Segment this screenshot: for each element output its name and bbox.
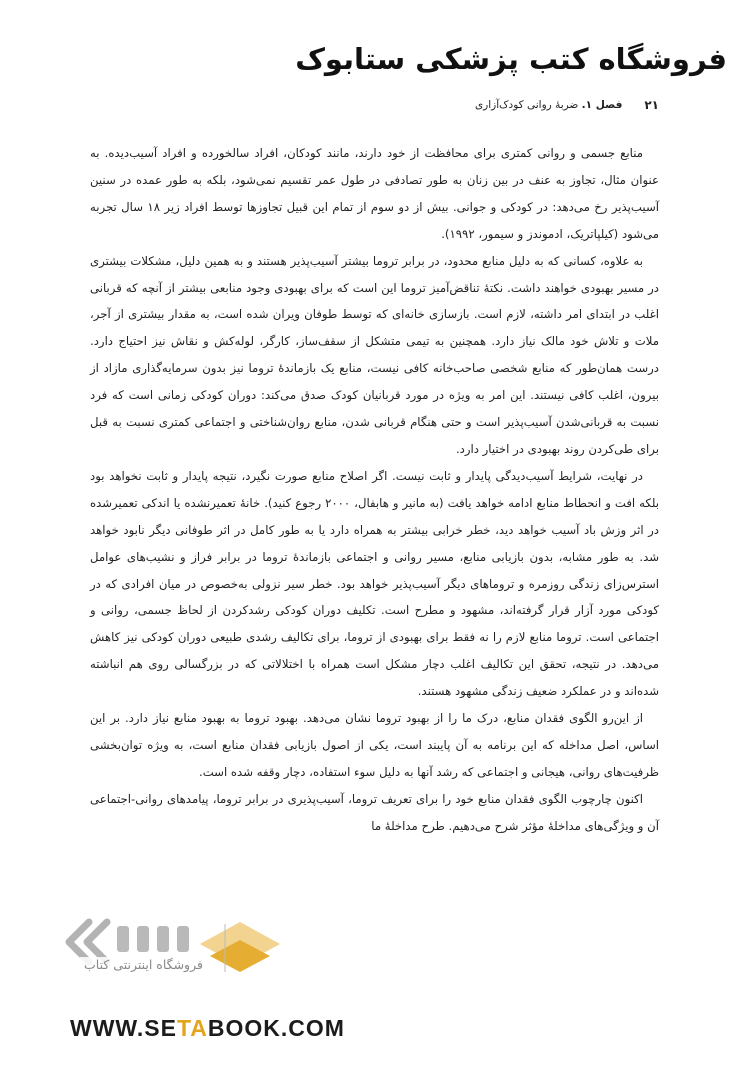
chapter-heading — [475, 99, 622, 111]
chapter-label: فصل ۱. — [581, 99, 623, 111]
url-prefix: WWW.SE — [70, 1015, 177, 1041]
url-suffix: BOOK.COM — [207, 1015, 345, 1041]
url-highlight: TA — [176, 1015, 208, 1041]
watermark-url — [70, 1015, 345, 1042]
brand-title: فروشگاه کتب پزشکی ستابوک — [295, 42, 727, 76]
paragraph: از این‌رو الگوی فقدان منابع، درک ما را از بهبود تروما نشان می‌دهد. بهبود تروما به بهبود منابع نیاز دارد. بر این اساس، اصل مداخله که این برنامه به آن پایبند است، یکی از اصول بازیابی فقدان منابع است، به ویژه توان‌بخشی ظرفیت‌های روانی، هیجانی و اجتماعی که رشد آنها به دلیل سوء استفاده، دچار وقفه شده است. — [90, 711, 659, 779]
paragraph: به علاوه، کسانی که به دلیل منابع محدود، در برابر تروما بیشتر آسیب‌پذیر هستند و به همین دلیل، مشکلات بیشتری در مسیر بهبودی خواهند داشت. نکتهٔ تناقض‌آمیز تروما این است که برای بهبودی وجود منابعی بیشتر از آنچه که قربانی اغلب در ابتدای امر داشته، لازم است. بازسازی خانه‌ای که توسط طوفان ویران شده است، به مقدار بیشتری از آجر، ملات و تلاش خود مالک نیاز دارد. همچنین به تیمی متشکل از سقف‌ساز، کارگر، لوله‌کش و نقاش نیز احتیاج دارد. درست همان‌طور که منابع شخصی صاحب‌خانه کافی نیست، منابع یک بازماندهٔ تروما نیز بدون سرمایه‌گذاری مازاد از بیرون، اغلب کافی نیستند. این امر به ویژه در مورد قربانیان کودک صدق می‌کند: دوران کودکی زمانی است که فرد نسبت به قربانی‌شدن آسیب‌پذیر است و حتی هنگام قربانی شدن، منابع روان‌شناختی و اجتماعی کمتری نسبت به قبل برای طی‌کردن روند بهبودی در اختیار دارد. — [90, 253, 659, 456]
chapter-title: ضربهٔ روانی کودک‌آزاری — [474, 99, 579, 111]
paragraph: در نهایت، شرایط آسیب‌دیدگی پایدار و ثابت نیست. اگر اصلاح منابع صورت نگیرد، نتیجه پایدار و ثابت نخواهد بود بلکه افت و انحطاط منابع ادامه خواهد یافت (به مانیر و هابفال، ۲۰۰۰ رجوع کنید). خانهٔ تعمیرنشده یا اندکی تعمیرشده در اثر وزش باد آسیب خواهد دید، خطر خرابی بیشتر به همراه دارد یا به طور کامل در اثر طوفانی دیگر نابود خواهد شد. به طور مشابه، بدون بازیابی منابع، مسیر روانی و اجتماعی بازماندهٔ تروما در برابر فراز و نشیب‌های عوامل استرس‌زای زندگی روزمره و تروماهای دیگر آسیب‌پذیر خواهد بود. خطر سیر نزولی به‌خصوص در میان افرادی که در کودکی مورد آزار قرار گرفته‌اند، مشهود و مطرح است. تکلیف دوران کودکی رشدکردن از لحاظ جسمی، روانی و اجتماعی است. تروما منابع لازم را نه فقط برای بهبودی از تروما، برای تکالیف رشدی طبیعی دوران کودکی نیز کاهش می‌دهد. در نتیجه، تحقق این تکالیف اغلب دچار مشکل است همراه با اختلالاتی که در بزرگسالی روی هم انباشته شده‌اند و در عملکرد ضعیف زندگی مشهود هستند. — [90, 468, 659, 699]
paragraph: اکنون چارچوب الگوی فقدان منابع خود را برای تعریف تروما، آسیب‌پذیری در برابر تروما، پیامدهای روانی-اجتماعی آن و ویژگی‌های مداخلهٔ مؤثر شرح می‌دهیم. طرح مداخلهٔ ما — [90, 791, 659, 833]
paragraph: منابع جسمی و روانی کمتری برای محافظت از خود دارند، مانند کودکان، افراد سالخورده و افراد آسیب‌دیده. به عنوان مثال، تجاوز به عنف در بین زنان به طور تصادفی در طول عمر تقسیم نمی‌شود، بلکه به طور عمده در سنین آسیب‌پذیر رخ می‌دهد: در کودکی و جوانی. بیش از دو سوم از تمام این قبیل تجاوزها توسط افراد زیر ۱۸ سال تجربه می‌شود (کیلپاتریک، ادموندز و سیمور، ۱۹۹۲). — [90, 146, 659, 241]
running-head — [90, 98, 659, 112]
body-text — [90, 140, 659, 840]
page-number: ۲۱ — [644, 98, 659, 112]
watermark-shop-text: فروشگاه اینترنتی کتاب — [80, 957, 207, 972]
